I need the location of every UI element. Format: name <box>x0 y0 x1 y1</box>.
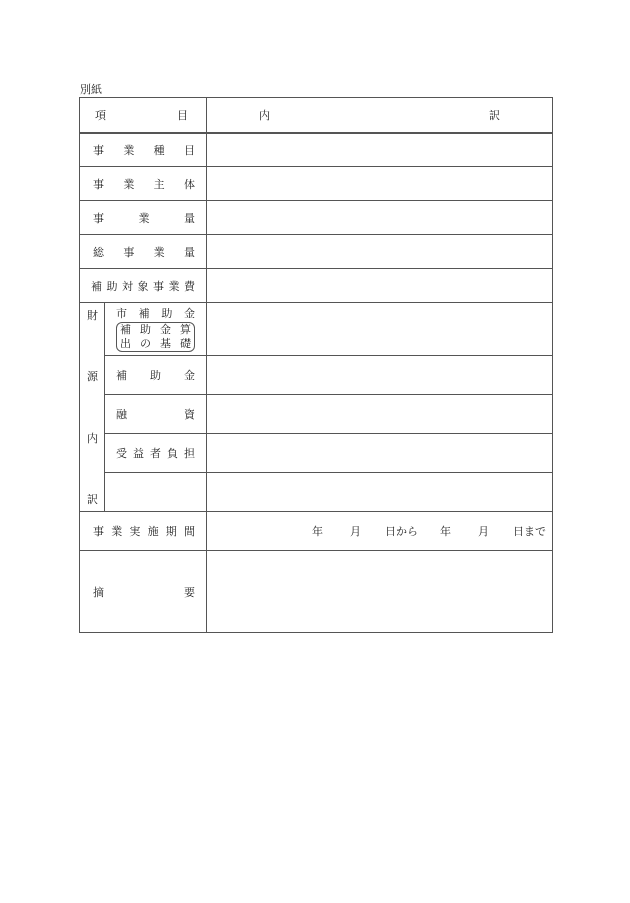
label-char: 期 <box>165 525 177 538</box>
label-char: 総 <box>93 245 104 259</box>
zaigen-char: 財 <box>87 309 98 322</box>
row-jueki <box>80 434 553 473</box>
label-char: 助 <box>106 279 118 293</box>
label-char: 助 <box>140 322 151 336</box>
value-cell-jigyo-shumoku[interactable] <box>207 133 553 167</box>
label-char: 施 <box>147 525 159 538</box>
header-row <box>80 98 553 133</box>
value-cell-jueki[interactable] <box>207 434 553 473</box>
label-char: 補 <box>91 279 102 293</box>
row-jigyo-shutai <box>80 167 553 201</box>
label-cell <box>80 235 207 269</box>
value-cell-jisshi-kikan[interactable] <box>207 512 553 551</box>
row-hojo-taisho <box>80 269 553 303</box>
label-char: 費 <box>184 279 195 293</box>
label-char: 補 <box>120 322 131 336</box>
row-jisshi-kikan <box>80 512 553 551</box>
label-char: 金 <box>183 306 195 320</box>
value-cell-shi-hojokin[interactable] <box>207 303 553 356</box>
period-day-from: 日から <box>385 525 418 538</box>
zaigen-char: 源 <box>87 370 98 383</box>
row-zaigen-blank <box>80 473 553 512</box>
label-char: 業 <box>111 525 123 538</box>
label-cell <box>80 551 207 633</box>
label-cell <box>80 201 207 235</box>
label-char: 事 <box>123 245 135 259</box>
zaigen-char: 内 <box>87 432 98 445</box>
label-char: 事 <box>93 177 104 191</box>
header-item-cell <box>80 98 207 133</box>
label-char: 補 <box>138 306 150 320</box>
label-cell <box>80 133 207 167</box>
label-char: 量 <box>183 245 195 259</box>
zaigen-side-label <box>80 303 105 512</box>
label-char: 業 <box>168 279 180 293</box>
label-char: 主 <box>153 177 165 191</box>
label-char: 事 <box>153 279 164 293</box>
label-char: 金 <box>160 322 171 336</box>
label-char: 市 <box>116 306 127 320</box>
label-char: 象 <box>137 279 149 293</box>
label-cell <box>80 167 207 201</box>
label-char: 資 <box>184 408 195 421</box>
label-char: 業 <box>123 177 135 191</box>
header-detail-char: 訳 <box>489 108 500 122</box>
period-year-2: 年 <box>440 525 451 538</box>
value-cell-hojo-taisho[interactable] <box>207 269 553 303</box>
period-day-until: 日まで <box>513 525 546 538</box>
document-caption: 別紙 <box>80 83 102 96</box>
label-char: 担 <box>184 447 195 460</box>
label-cell-yushi <box>105 395 207 434</box>
header-item-char: 項 <box>95 108 106 122</box>
label-char: 業 <box>153 245 165 259</box>
header-item-char: 目 <box>177 108 188 122</box>
label-cell-hojokin <box>105 356 207 395</box>
period-month-2: 月 <box>478 525 489 538</box>
period-month-1: 月 <box>350 525 361 538</box>
label-char: 補 <box>116 369 127 382</box>
label-cell-shi-hojokin <box>105 303 207 356</box>
label-char: の <box>140 336 151 350</box>
label-char: 算 <box>180 322 191 336</box>
label-char: 基 <box>160 336 171 350</box>
zaigen-char: 訳 <box>87 493 98 506</box>
label-char: 礎 <box>180 336 191 350</box>
label-char: 摘 <box>93 585 104 599</box>
label-char: 体 <box>183 177 195 191</box>
label-char: 目 <box>183 143 195 157</box>
label-char: 者 <box>150 447 161 460</box>
label-char: 実 <box>129 525 141 538</box>
value-cell-yushi[interactable] <box>207 395 553 434</box>
label-char: 業 <box>138 211 150 225</box>
label-char: 助 <box>150 369 161 382</box>
header-detail-char: 内 <box>259 108 270 122</box>
label-char: 量 <box>184 211 195 225</box>
label-char: 事 <box>93 143 104 157</box>
label-cell <box>80 512 207 551</box>
label-char: 対 <box>122 279 133 293</box>
label-char: 間 <box>183 525 195 538</box>
label-char: 金 <box>184 369 195 382</box>
label-char: 事 <box>93 525 104 538</box>
period-year-1: 年 <box>312 525 323 538</box>
label-char: 事 <box>93 211 104 225</box>
value-cell-tekiyo[interactable] <box>207 551 553 633</box>
label-char: 業 <box>123 143 135 157</box>
row-tekiyo <box>80 551 553 633</box>
value-cell-so-jigyo-ryo[interactable] <box>207 235 553 269</box>
application-form-table <box>79 97 553 633</box>
label-char: 出 <box>120 336 131 350</box>
row-hojokin <box>80 356 553 395</box>
label-char: 種 <box>153 143 165 157</box>
value-cell-blank[interactable] <box>207 473 553 512</box>
header-detail-cell <box>207 98 553 133</box>
label-cell <box>80 269 207 303</box>
label-char: 益 <box>133 447 144 460</box>
value-cell-hojokin[interactable] <box>207 356 553 395</box>
label-char: 助 <box>161 306 173 320</box>
label-char: 融 <box>116 408 127 421</box>
calc-basis-parenthetical <box>116 322 195 352</box>
label-cell-blank[interactable] <box>105 473 207 512</box>
row-yushi <box>80 395 553 434</box>
label-cell-jueki <box>105 434 207 473</box>
row-shi-hojokin <box>80 303 553 356</box>
label-char: 負 <box>167 447 178 460</box>
row-so-jigyo-ryo <box>80 235 553 269</box>
value-cell-jigyo-shutai[interactable] <box>207 167 553 201</box>
label-char: 受 <box>116 447 127 460</box>
label-char: 要 <box>184 585 195 599</box>
row-jigyo-shumoku <box>80 133 553 167</box>
value-cell-jigyo-ryo[interactable] <box>207 201 553 235</box>
row-jigyo-ryo <box>80 201 553 235</box>
